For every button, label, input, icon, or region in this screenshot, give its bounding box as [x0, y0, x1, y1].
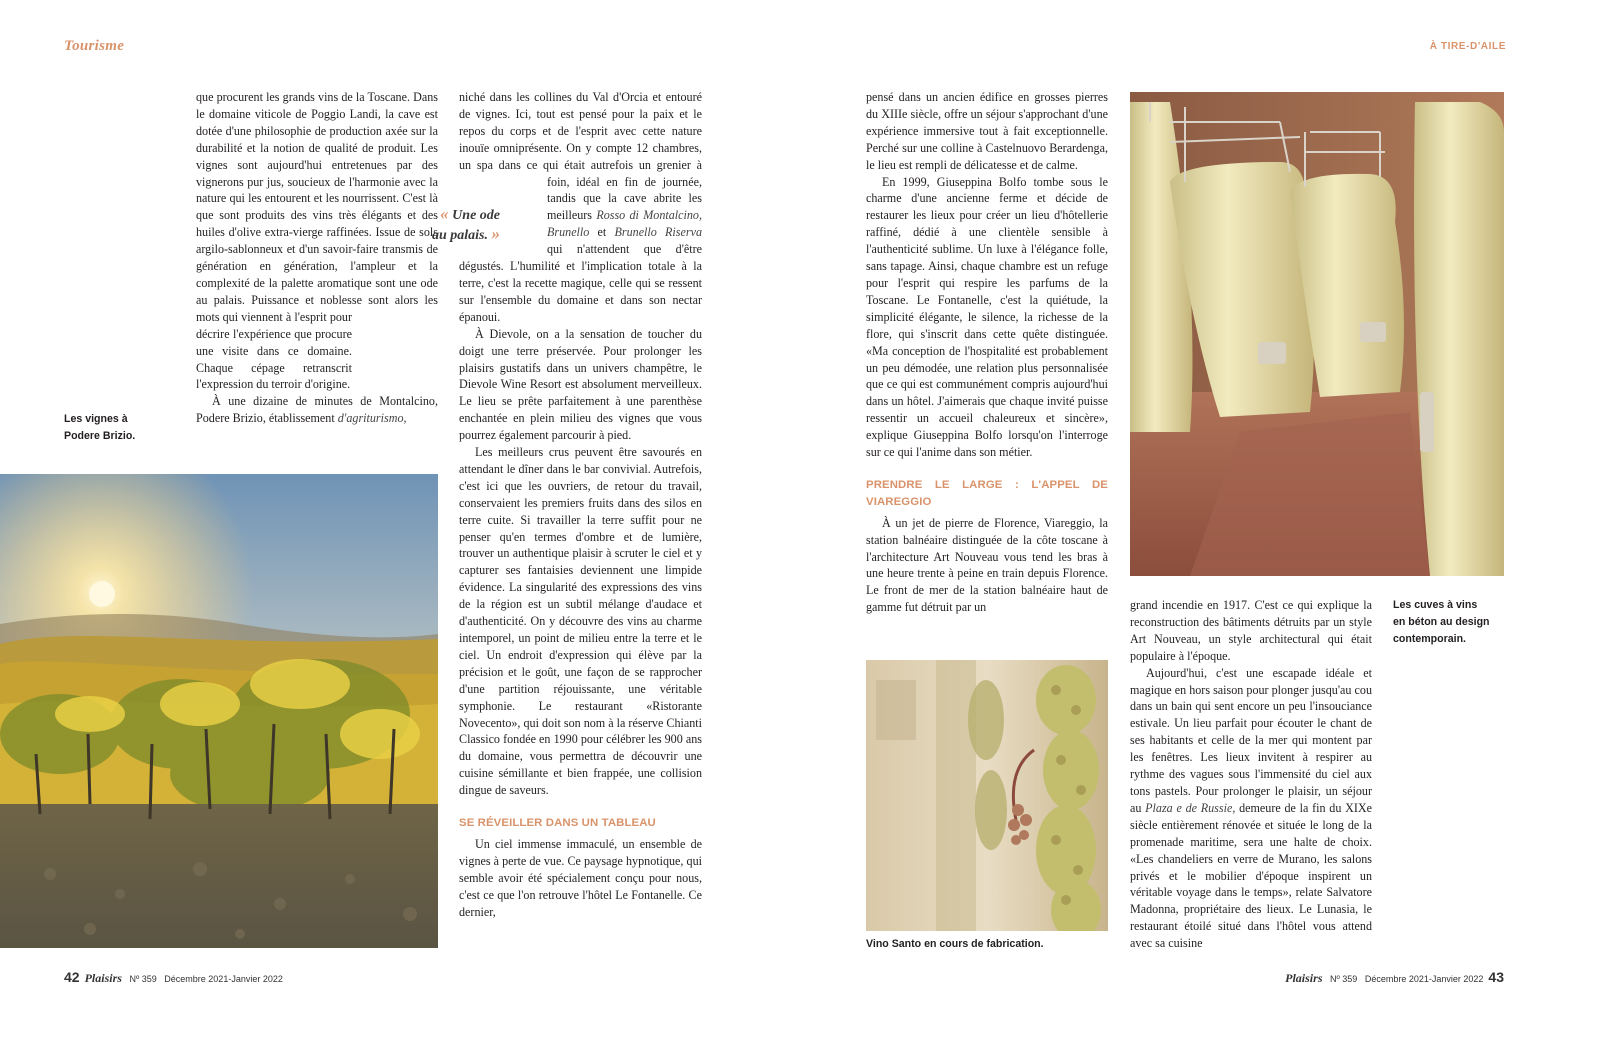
folio-left — [64, 969, 283, 986]
subheading-tableau: SE RÉVEILLER DANS UN TABLEAU — [459, 817, 656, 830]
col2-paragraph-2: À Dievole, on a la sensation de toucher du doigt une terre préservée. Pour prolonger les plaisirs gustatifs dans un univers champêtre, le Dievole Wine Resort est absolument merveilleux. Le lieu se prête parfaitement à une parenthèse enchantée en plein milieu des vignes que vous pourrez également parcourir à pied. — [459, 326, 702, 443]
vino-santo-photo — [866, 660, 1108, 931]
wine-tanks-photo — [1130, 92, 1504, 576]
section-title: Tourisme — [64, 38, 125, 54]
article-column-2 — [459, 89, 702, 959]
article-column-3 — [866, 89, 1108, 634]
issue-date-right: Décembre 2021-Janvier 2022 — [1364, 974, 1484, 984]
caption-vino-santo: Vino Santo en cours de fabrication. — [866, 938, 1044, 950]
col2-paragraph-1: niché dans les collines du Val d'Orcia et entouré de vignes. Ici, tout est pensé pour la paix et le repos du corps et de l'esprit avec cette nature inouïe omniprésente. On y compte 12 chambres, un spa dans ce qui était autrefois un grenier à foin, idéal en fin de journée, tandis que la cave abrite les meilleurs Rosso di Montalcino, Brunello et Brunello Riserva qui n'attendent que d'être dégustés. L'humilité et l'implication totale à la terre, c'est la recette magique, celle qui se ressent sur l'ensemble du domaine et dans son nectar épanoui. — [459, 90, 702, 324]
issue-number: Nº 359 — [129, 974, 157, 984]
vineyard-sunset-photo — [0, 474, 438, 948]
folio-right — [1285, 969, 1504, 986]
grapes-image — [866, 660, 1108, 931]
page-number-left: 42 — [64, 969, 80, 985]
col2-paragraph-3: Les meilleurs crus peuvent être savourés en attendant le dîner dans le bar convivial. Autrefois, c'est ici que les ouvriers, de retour du travail, conservaient les premiers fruits dans des silos en terre cuite. Si travailler la terre suffit pour ne penser qu'en termes d'ombre et de lumière, trouver un authentique plaisir à scruter le ciel et y capturer ses fantaisies deviennent une limpide évidence. La singularité des expressions des vins de la région est un subtil mélange d'audace et d'authenticité. On y découvre des vins au charme intemporel, un point de milieu entre la terre et le ciel. Un endroit d'expression qui élève par la précision et le goût, une façon de se rapprocher d'une partition réjouissante, une véritable symphonie. Le restaurant «Ristorante Novecento», qui doit son nom à la réserve Chianti Classico fondée en 1990 pour célébrer les 900 ans du domaine, vous permettra de découvrir une cuisine sémillante et bien frappée, une collision dingue de saveurs. — [459, 445, 702, 798]
article-column-1 — [196, 89, 438, 459]
col4-paragraph-2: Aujourd'hui, c'est une escapade idéale et magique en hors saison pour plonger jusqu'au cou dans un bain qui sent encore un peu l'insouciance estivale. Un lieu parfait pour écouter le chant de ses habitants et celle de la mer qui montent par les fenêtres. Les lieux invitent à respirer au rythme des vagues sous l'immensité du ciel aux tons pastels. Pour prolonger le plaisir, un séjour au Plaza e de Russie, demeure de la fin du XIXe siècle entièrement rénovée et située le long de la promenade maritime, sera une halte de choix. «Les chandeliers en verre de Murano, les salons privés et le mobilier d'époque inspirent un véritable voyage dans le temps», relate Salvatore Madonna, propriétaire des lieux. Le Lunasia, le restaurant étoilé situé dans l'hôtel vous attend avec sa cuisine — [1130, 665, 1372, 951]
col3-paragraph-2: En 1999, Giuseppina Bolfo tombe sous le charme d'une ancienne ferme et décide de restaurer les lieux pour créer un lieu d'hôtellerie raffiné, dédié à une clientèle sensible à l'authenticité sublime. Un luxe à l'élégance folle, sans tapage. Ainsi, chaque chambre est un refuge pour l'esprit qui respire les parfums de la Toscane. Le Fontanelle, c'est la quiétude, la simplicité élégante, le silence, la richesse de la flore, qui s'inscrit dans cette quête distinguée. «Ma conception de l'hospitalité est probablement un peu démodée, une relation plus personnalisée que ce qui est communément compris aujourd'hui dans un hôtel. J'aimerais que chaque invité puisse ressentir un accueil chaleureux et sincère», explique Giuseppina Bolfo lorsqu'on l'interroge sur ce qui l'anime dans son métier. — [866, 174, 1108, 460]
tanks-image — [1130, 92, 1504, 576]
magazine-name: Plaisirs — [84, 971, 122, 985]
col1-paragraph: que procurent les grands vins de la Toscane. Dans le domaine viticole de Poggio Landi, la cave est dotée d'une philosophie de production axée sur la durabilité et la notion de qualité de produit. Les vignes sont aujourd'hui entretenues par des vignerons pur jus, soucieux de l'harmonie avec la nature qui les entourent et les nourrissent. C'est là que sont produits des vins très élégants et des huiles d'olive extra-vierge raffinées. Issue de sols argilo-sablonneux et d'un savoir-faire transmis de génération en génération, l'ampleur et la complexité de la palette aromatique sont une ode au palais. Puissance et noblesse sont alors les mots qui viennent à l'esprit pour décrire l'expérience que procure une visite dans ce domaine. Chaque cépage retranscrit l'expression du terroir d'origine. — [196, 90, 438, 392]
page-number-right: 43 — [1488, 969, 1504, 985]
caption-tanks: Les cuves à vins en béton au design contemporain. — [1393, 599, 1490, 645]
issue-date: Décembre 2021-Janvier 2022 — [164, 974, 283, 984]
col1-paragraph-2: À une dizaine de minutes de Montalcino, Podere Brizio, établissement d'agriturismo, — [196, 394, 438, 426]
article-column-4 — [1130, 597, 1372, 957]
pull-quote: « Une ode au palais. » — [431, 204, 500, 243]
vineyard-image — [0, 474, 438, 948]
quote-open-icon: « — [440, 204, 449, 223]
quote-close-icon: » — [491, 224, 500, 243]
caption-vines: Les vignes à Podere Brizio. — [64, 413, 136, 442]
col3-paragraph-1: pensé dans un ancien édifice en grosses pierres du XIIIe siècle, offre un séjour s'approchant d'une expérience immersive tout à fait exceptionnelle. Perché sur une colline à Castelnuovo Berardenga, le lieu est rempli de délicatesse et de calme. — [866, 90, 1108, 172]
section-label: À TIRE-D'AILE — [1429, 41, 1506, 52]
subheading-viareggio: PRENDRE LE LARGE : L'APPEL DE VIAREGGIO — [866, 478, 1108, 508]
col3-paragraph-3: À un jet de pierre de Florence, Viareggio, la station balnéaire distinguée de la côte toscane à l'architecture Art Nouveau vous tend les bras à une heure trente à peine en train depuis Florence. Le front de mer de la station balnéaire haut de gamme fut détruit par un — [866, 515, 1108, 615]
col2-paragraph-4: Un ciel immense immaculé, un ensemble de vignes à perte de vue. Ce paysage hypnotique, qui semble avoir été spécialement conçu pour nous, c'est ce que l'on retrouve l'hôtel Le Fontanelle. Ce dernier, — [459, 836, 702, 919]
magazine-name-right: Plaisirs — [1285, 971, 1323, 985]
col4-paragraph-1: grand incendie en 1917. C'est ce qui explique la reconstruction des bâtiments détruits par un style Art Nouveau, un style architectural qui était populaire à l'époque. — [1130, 598, 1372, 663]
issue-number-right: Nº 359 — [1330, 974, 1358, 984]
